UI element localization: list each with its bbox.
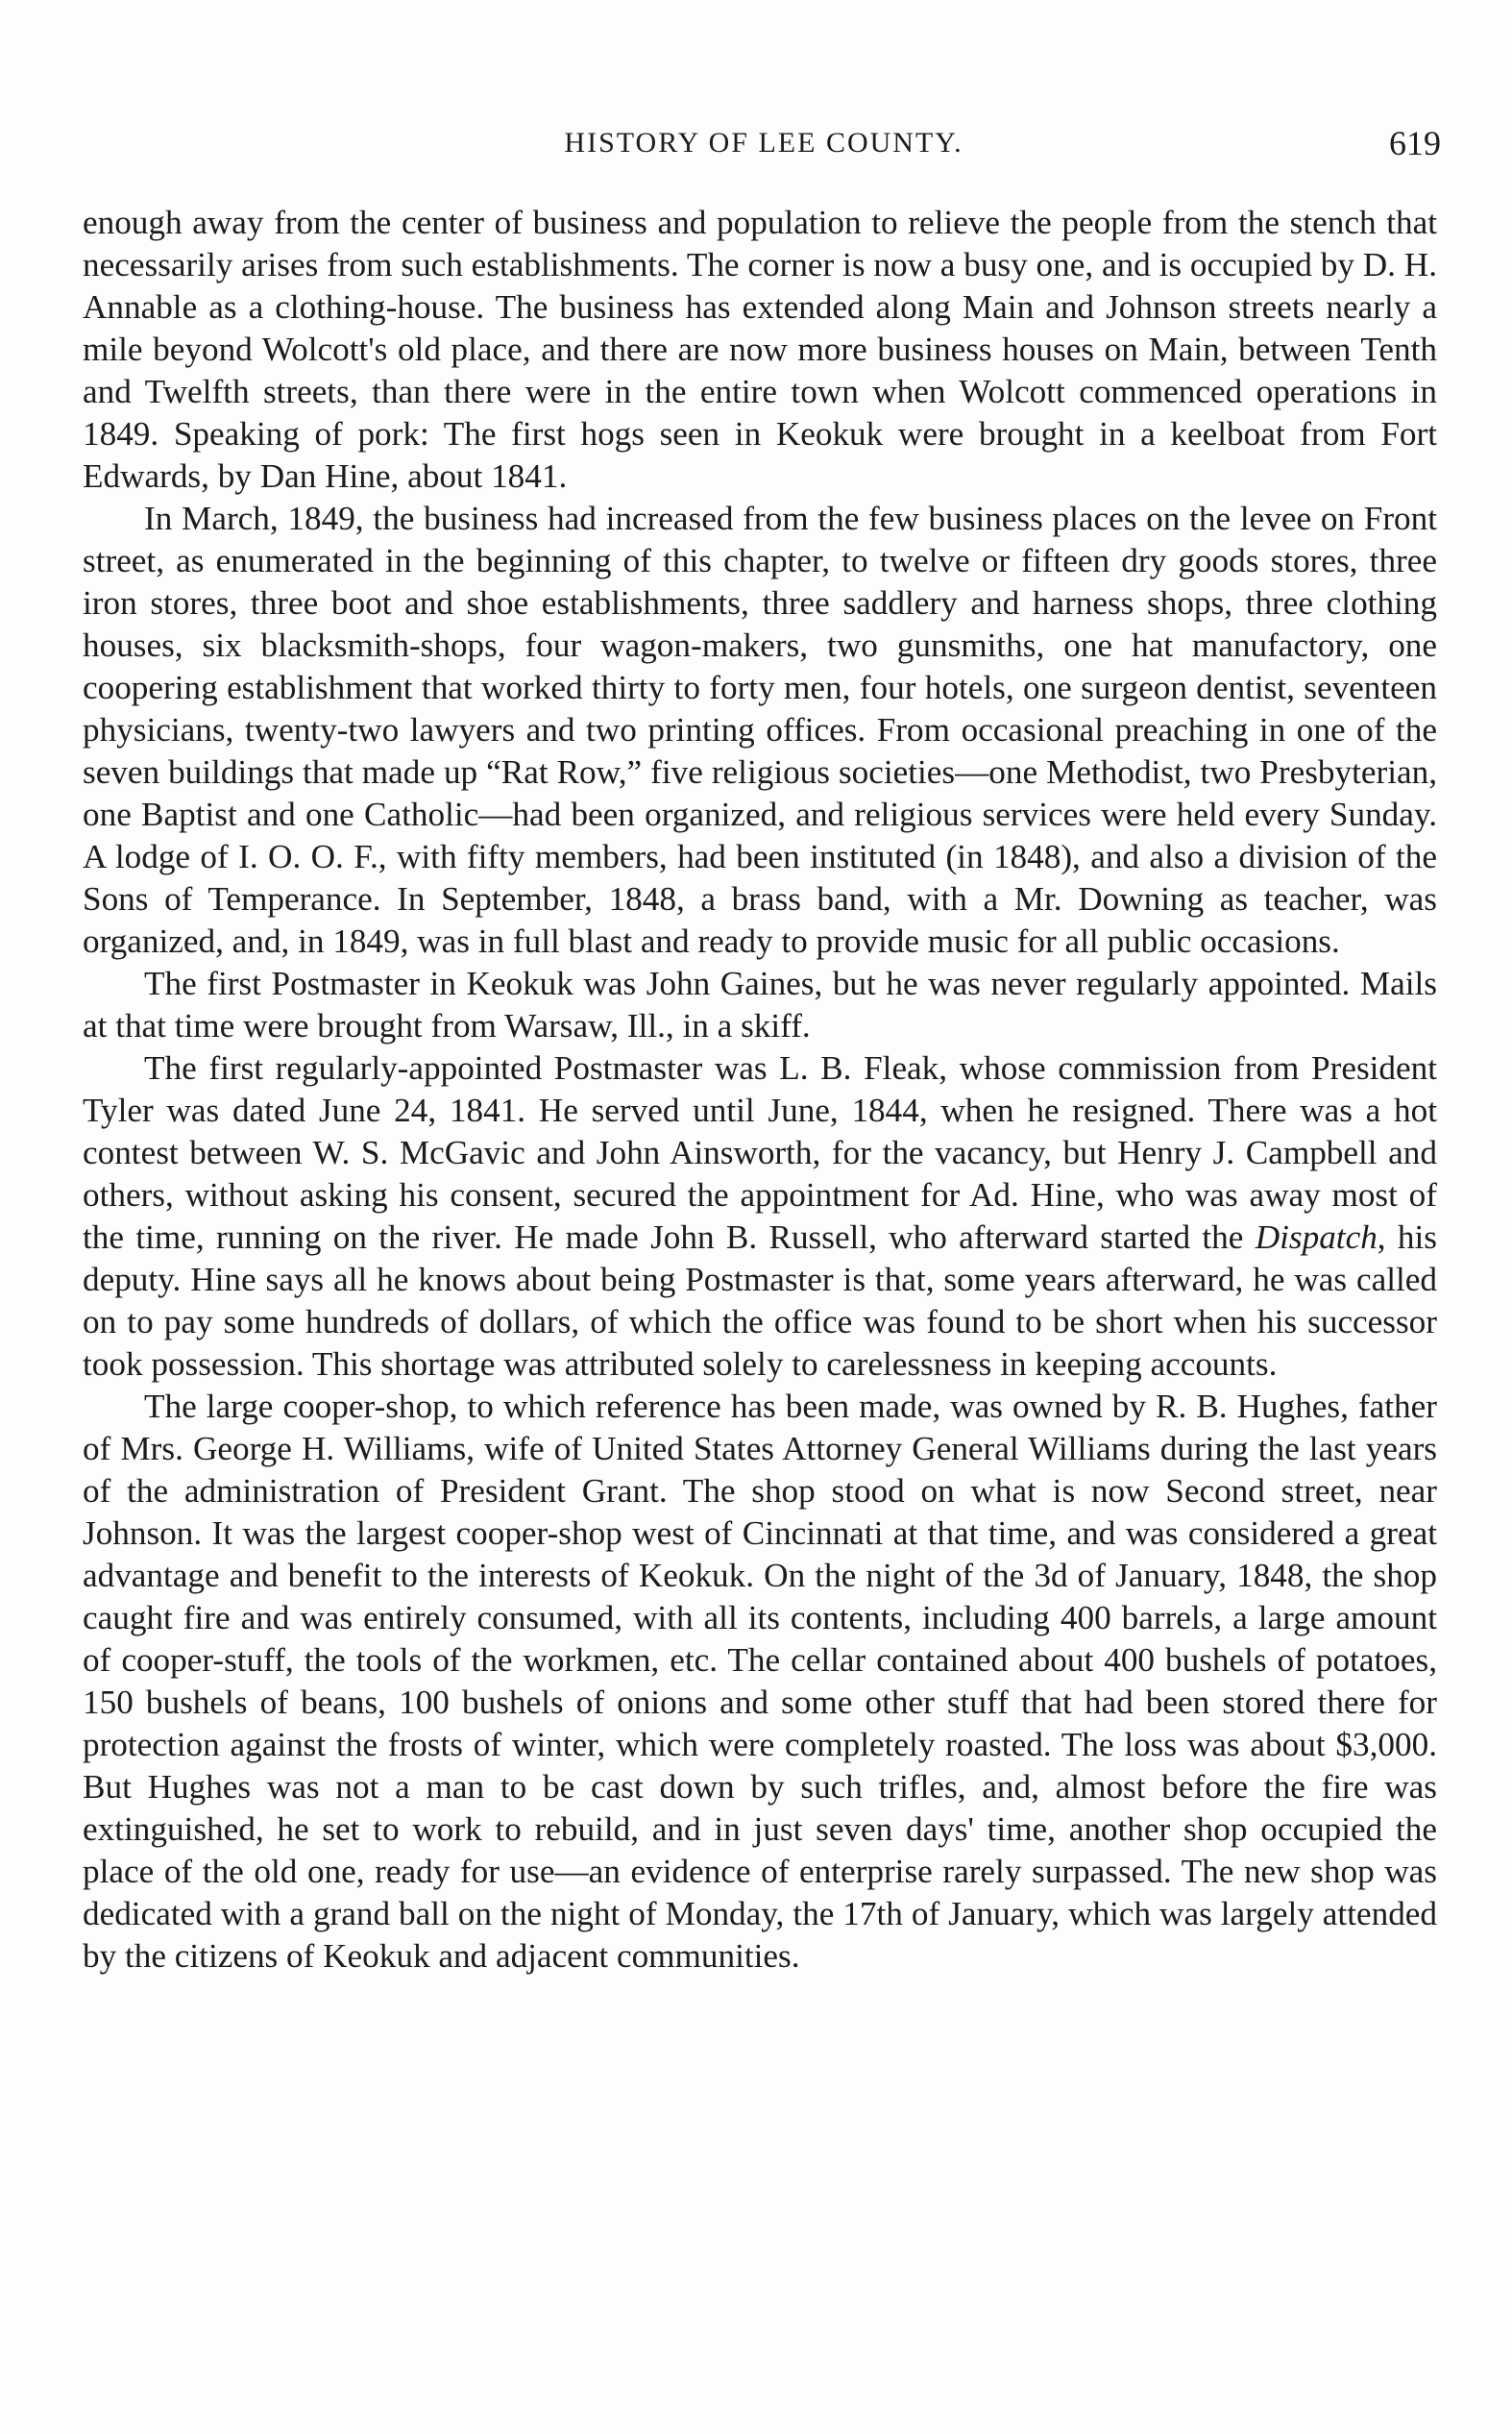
paragraph-first-postmaster [83,963,1437,1047]
page-number: 619 [1389,124,1441,162]
running-title: HISTORY OF LEE COUNTY. [564,127,963,159]
newspaper-title: Dispatch [1255,1218,1378,1256]
paragraph-text: The first regularly-appointed Postmaster was L. B. Fleak, whose commission from President Tyler was dated June 24, 1841. He served until June, 1844, when he resigned. There was a hot contest between W. S. McGavic and John Ainsworth, for the vacancy, but Henry J. Campbell and others, without asking his consent, secured the appointment for Ad. Hine, who was away most of the time, running on the river. He made John B. Russell, who afterward started the [83,1049,1437,1256]
body-text [83,202,1437,1978]
paragraph-text: enough away from the center of business and population to relieve the people from the stench that necessarily arises from such establishments. The corner is now a busy one, and is occupied by D. H. Annable as a clothing-house. The business has extended along Main and Johnson streets nearly a mile beyond Wolcott's old place, and there are now more business houses on Main, between Tenth and Twelfth streets, than there were in the entire town when Wolcott commenced operations in 1849. Speaking of pork: The first hogs seen in Keokuk were brought in a keelboat from Fort Edwards, by Dan Hine, about 1841. [83,204,1437,495]
paragraph-text: The first Postmaster in Keokuk was John Gaines, but he was never regularly appointed. Mails at that time were brought from Warsaw, Ill., in a skiff. [83,965,1437,1045]
paragraph-pork-trade [83,202,1437,498]
paragraph-cooper-shop [83,1386,1437,1978]
paragraph-text: In March, 1849, the business had increased from the few business places on the levee on Front street, as enumerated in the beginning of this chapter, to twelve or fifteen dry goods stores, three iron stores, three boot and shoe establishments, three saddlery and harness shops, three clothing houses, six blacksmith-shops, four wagon-makers, two gunsmiths, one hat manufactory, one coopering establishment that worked thirty to forty men, four hotels, one surgeon dentist, seventeen physicians, twenty-two lawyers and two printing offices. From occasional preaching in one of the seven buildings that made up “Rat Row,” five religious societies—one Methodist, two Presbyterian, one Baptist and one Catholic—had been organized, and religious services were held every Sunday. A lodge of I. O. O. F., with fifty members, had been instituted (in 1848), and also a division of the Sons of Temperance. In September, 1848, a brass band, with a Mr. Downing as teacher, was organized, and, in 1849, was in full blast and ready to provide music for all public occasions. [83,500,1437,960]
paragraph-business-1849 [83,498,1437,963]
paragraph-text: , his deputy. Hine says all he knows about being Postmaster is that, some years afterward, he was called on to pay some hundreds of dollars, of which the office was found to be short when his successor took possession. This shortage was attributed solely to carelessness in keeping accounts. [83,1218,1437,1383]
paragraph-text: The large cooper-shop, to which reference has been made, was owned by R. B. Hughes, father of Mrs. George H. Williams, wife of United States Attorney General Williams during the last years of the administration of President Grant. The shop stood on what is now Second street, near Johnson. It was the largest cooper-shop west of Cincinnati at that time, and was considered a great advantage and benefit to the interests of Keokuk. On the night of the 3d of January, 1848, the shop caught fire and was entirely consumed, with all its contents, including 400 barrels, a large amount of cooper-stuff, the tools of the workmen, etc. The cellar contained about 400 bushels of potatoes, 150 bushels of beans, 100 bushels of onions and some other stuff that had been stored there for protection against the frosts of winter, which were completely roasted. The loss was about $3,000. But Hughes was not a man to be cast down by such trifles, and, almost before the fire was extinguished, he set to work to rebuild, and in just seven days' time, another shop occupied the place of the old one, ready for use—an evidence of enterprise rarely surpassed. The new shop was dedicated with a grand ball on the night of Monday, the 17th of January, which was largely attended by the citizens of Keokuk and adjacent communities. [83,1388,1437,1975]
paragraph-appointed-postmaster [83,1047,1437,1386]
running-head [86,123,1441,171]
